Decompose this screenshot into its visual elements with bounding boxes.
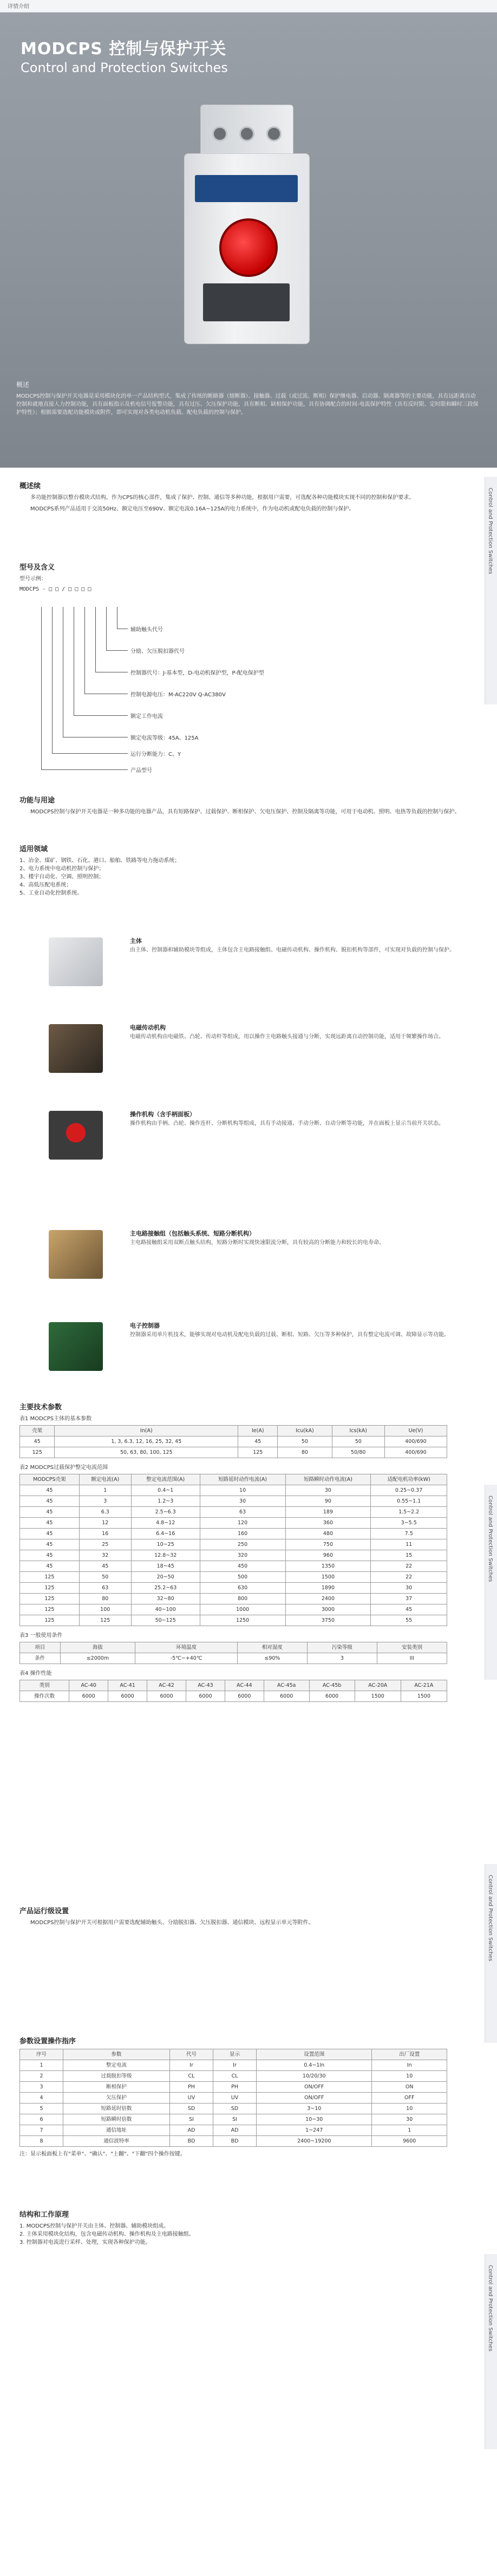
scope-item: 4、高低压配电系统； (19, 882, 72, 888)
feature-name: 电子控制器 (130, 1322, 160, 1329)
table-basic-params: 壳架 In(A) Ie(A) Icu(kA) Ics(kA) Ue(V) 45 1, 3, 6.3, 12, 16, 25, 32, 45 45 50 50 400/690 125 50, 63, 80, 100, 125 125 80 50/80 400/690 (19, 1425, 447, 1458)
table-row: 6 短路瞬时倍数 SI SI 10~30 30 (20, 2114, 447, 2125)
model-item: 分励、欠压脱扣器代号 (130, 649, 185, 655)
table-row: 45 1, 3, 6.3, 12, 16, 25, 32, 45 45 50 50 400/690 (20, 1436, 447, 1447)
ops-heading: 参数设置操作指序 (19, 2037, 76, 2046)
side-label-2: Control and Protection Switches (485, 1485, 497, 1680)
working-item: 2. 主体采用模块化结构，包含电磁传动机构、操作机构及主电路接触组。 (19, 2231, 194, 2237)
table-row: 1 整定电流 Ir Ir 0.4~1In In (20, 2060, 447, 2071)
hero-title (21, 35, 228, 75)
model-diagram (19, 607, 264, 780)
params-section (19, 1403, 463, 1702)
table-row: 45 16 6.4~16 160 480 7.5 (20, 1529, 447, 1539)
feature-text: 由主体、控制器和辅助模块等组成，主体包含主电路接触组、电磁传动机构、操作机构、脱扣机构等部件，可实现对负载的控制与保护。 (130, 947, 455, 953)
overview-heading: 概述 (16, 381, 30, 389)
feature-block (49, 1317, 463, 1393)
feature-image (49, 1230, 103, 1279)
model-heading: 型号及含义 (19, 564, 55, 572)
function-section (19, 797, 463, 819)
accessories-section (19, 1907, 463, 1930)
feature-image (49, 1111, 103, 1160)
ops-note: 注：显示板面板上有"菜单"、"确认"、"上翻"、"下翻"四个操作按键。 (19, 2151, 186, 2157)
feature-image (49, 1024, 103, 1073)
table-row: 125 125 50~125 1250 3750 55 (20, 1615, 447, 1626)
table-row: 7 通信地址 AD AD 1~247 1 (20, 2125, 447, 2136)
model-intro: 型号示例： (19, 576, 47, 582)
feature-block (49, 932, 463, 1008)
side-label-4: Control and Protection Switches (485, 2254, 497, 2449)
table-row: 125 50, 63, 80, 100, 125 125 80 50/80 400/690 (20, 1447, 447, 1458)
table-ops: 序号 参数 代号 显示 设置范围 出厂设置 1 整定电流 Ir Ir 0.4~1In In 2 过载脱扣等级 CL CL 10/20/30 10 3 断相保护 PH PH ON/OFF ON 4 欠压保护 UV UV ON/OFF OFF 5 短路延时倍数 SD SD 3~10 10 6 短路瞬时倍数 SI SI 10~30 30 7 通信地址 AD AD 1~247 1 8 通信波特率 BD BD 2400~19200 9600 (19, 2049, 447, 2147)
model-section (19, 564, 463, 593)
feature-name: 操作机构（含手柄面板） (130, 1111, 195, 1118)
function-text: MODCPS控制与保护开关电器是一种多功能的电器产品，具有短路保护、过载保护、断相保护、欠电压保护、控制及隔离等功能，可用于电动机、照明、电热等负载的控制与保护。 (30, 809, 460, 815)
table-row: 4 欠压保护 UV UV ON/OFF OFF (20, 2093, 447, 2103)
feature-text: 控制器采用单片机技术，能够实现对电动机及配电负载的过载、断相、短路、欠压等多种保护，具有整定电流可调、故障显示等功能。 (130, 1332, 449, 1338)
table-overload: MODCPS壳架 额定电流(A) 整定电流范围(A) 短路延时动作电流(A) 短路瞬时动作电流(A) 适配电机功率(kW) 45 1 0.4~1 10 30 0.25~0.37 45 3 1.2~3 30 90 0.55~1.1 45 6.3 2.5~6.3 63 189 1.5~2.2 45 12 4.8~12 120 360 3~5.5 45 16 6.4~16 160 480 7.5 45 25 10~25 250 750 11 45 32 12.8~32 320 960 15 45 45 18~45 450 1350 22 125 50 20~50 500 1500 22 125 63 25.2~63 630 1890 30 125 80 32~80 800 2400 37 125 100 40~100 1000 3000 45 125 125 50~125 1250 3750 55 (19, 1474, 447, 1626)
scope-item: 3、楼宇自动化、空调、照明控制； (19, 874, 104, 880)
model-item: 产品型号 (130, 768, 152, 774)
model-item: 额定电流等级：45A、125A (130, 735, 199, 741)
overview-text: MODCPS控制与保护开关电器是采用模块化的单一产品结构型式，集成了传统的断路器（熔断器）、接触器、过载（或过流、断相）保护继电器、启动器、隔离器等的主要功能，具有远距离自动控制和就地直接人力控制功能，具有面板指示及机电信号报警功能，具有过压、欠压保护功能，具有断相、缺相保护功能，具有协调配合的时间-电流保护特性（具有反时限、定时限和瞬时三段保护特性）；根据需要选配功能模块或附件，即可实现对各类电动机负载、配电负载的控制与保护。 (16, 393, 479, 416)
table-row: 125 100 40~100 1000 3000 45 (20, 1604, 447, 1615)
scope-item: 1、冶金、煤矿、钢铁、石化、港口、船舶、铁路等电力拖动系统； (19, 858, 180, 864)
accessories-text: MODCPS控制与保护开关可根据用户需要选配辅助触头、分励脱扣器、欠压脱扣器、通信模块、远程显示单元等附件。 (30, 1920, 314, 1926)
model-item: 运行分断能力：C、Y (130, 752, 181, 758)
params-heading: 主要技术参数 (19, 1403, 62, 1412)
table3-caption: 表3 一般使用条件 (19, 1633, 63, 1639)
feature-name: 主电路接触组（包括触头系统、短路分断机构） (130, 1230, 255, 1237)
product-image (179, 105, 314, 348)
table-row: 45 1 0.4~1 10 30 0.25~0.37 (20, 1485, 447, 1496)
model-item: 辅助触头代号 (130, 627, 163, 633)
feature-image (49, 937, 103, 986)
model-code: MODCPS - □ □ / □ □ □ □ (19, 586, 91, 592)
table-row: 8 通信波特率 BD BD 2400~19200 9600 (20, 2136, 447, 2147)
feature-text: 操作机构由手柄、凸轮、操作连杆、分断机构等组成，具有手动接通、手动分断、自动分断等功能，并在面板上显示当前开关状态。 (130, 1121, 444, 1127)
hero-banner (0, 12, 497, 468)
table-row: 5 短路延时倍数 SD SD 3~10 10 (20, 2103, 447, 2114)
table-row: 45 12 4.8~12 120 360 3~5.5 (20, 1518, 447, 1529)
table4-caption: 表4 操作性能 (19, 1671, 52, 1677)
table-row: 45 6.3 2.5~6.3 63 189 1.5~2.2 (20, 1507, 447, 1518)
scope-section (19, 845, 463, 897)
table-row: 45 25 10~25 250 750 11 (20, 1539, 447, 1550)
intro-text-2: MODCPS系列产品适用于交流50Hz、额定电压至690V、额定电流0.16A~125A的电力系统中，作为电动机或配电负载的控制与保护。 (30, 506, 355, 512)
table-row: 3 断相保护 PH PH ON/OFF ON (20, 2082, 447, 2093)
table2-caption: 表2 MODCPS过载保护整定电流范围 (19, 1465, 108, 1471)
working-section (19, 2211, 463, 2247)
table-row: 125 80 32~80 800 2400 37 (20, 1594, 447, 1604)
feature-block (49, 1105, 463, 1214)
side-label-3: Control and Protection Switches (485, 1864, 497, 2043)
function-heading: 功能与用途 (19, 797, 55, 805)
intro-heading: 概述续 (19, 482, 41, 490)
breadcrumb[interactable]: 详情介绍 (8, 4, 29, 10)
table-conditions: 项目 海拔 环境温度 相对湿度 污染等级 安装类别 条件 ≤2000m -5℃~+40℃ ≤90% 3 III (19, 1642, 447, 1664)
model-item: 控制器代号：J-基本型，D-电动机保护型，P-配电保护型 (130, 670, 264, 676)
feature-image (49, 1322, 103, 1371)
model-item: 额定工作电流 (130, 714, 163, 720)
scope-item: 5、工业自动化控制系统。 (19, 890, 83, 896)
intro-section (19, 482, 463, 516)
feature-block (49, 1019, 463, 1095)
table-row: 125 63 25.2~63 630 1890 30 (20, 1583, 447, 1594)
table-row: 45 32 12.8~32 320 960 15 (20, 1550, 447, 1561)
scope-heading: 适用领域 (19, 845, 48, 853)
side-label-1: Control and Protection Switches (485, 477, 497, 704)
table-row: 条件 ≤2000m -5℃~+40℃ ≤90% 3 III (20, 1653, 447, 1664)
table-row: 45 3 1.2~3 30 90 0.55~1.1 (20, 1496, 447, 1507)
table-row: 2 过载脱扣等级 CL CL 10/20/30 10 (20, 2071, 447, 2082)
table1-caption: 表1 MODCPS主体的基本参数 (19, 1416, 92, 1422)
intro-text-1: 多功能控制器以整台模块式结构，作为CPS的核心部件，集成了保护、控制、通信等多种功能，根据用户需要，可选配各种功能模块实现不同的控制和保护要求。 (30, 495, 415, 501)
feature-text: 电磁传动机构由电磁铁、凸轮、传动杆等组成，用以操作主电路触头接通与分断，实现远距离自动控制功能，适用于频繁操作场合。 (130, 1034, 444, 1040)
working-item: 1. MODCPS控制与保护开关由主体、控制器、辅助模块组成。 (19, 2223, 169, 2229)
hero-overview (16, 381, 481, 417)
model-item: 控制电源电压：M-AC220V Q-AC380V (130, 692, 226, 698)
title-en: Control and Protection Switches (21, 60, 228, 75)
scope-item: 2、电力系统中电动机控制与保护； (19, 866, 104, 872)
table-row: 45 45 18~45 450 1350 22 (20, 1561, 447, 1572)
ops-section (19, 2037, 463, 2158)
working-item: 3. 控制器对电流进行采样、处理，实现各种保护功能。 (19, 2240, 151, 2245)
table-row: 125 50 20~50 500 1500 22 (20, 1572, 447, 1583)
feature-name: 主体 (130, 937, 142, 944)
working-heading: 结构和工作原理 (19, 2211, 69, 2219)
feature-text: 主电路接触组采用双断点触头结构，短路分断时实现快速限流分断，具有较高的分断能力和较长的电寿命。 (130, 1240, 384, 1246)
top-bar (0, 0, 497, 12)
accessories-heading: 产品运行级设置 (19, 1907, 69, 1915)
table-row: 操作次数 6000 6000 6000 6000 6000 6000 6000 1500 1500 (20, 1691, 447, 1702)
title-cn: MODCPS 控制与保护开关 (21, 40, 227, 59)
feature-block (49, 1225, 463, 1306)
table-operation: 类别 AC-40 AC-41 AC-42 AC-43 AC-44 AC-45a AC-45b AC-20A AC-21A 操作次数 6000 6000 6000 6000 6000 6000 6000 1500 1500 (19, 1680, 447, 1702)
feature-name: 电磁传动机构 (130, 1024, 166, 1031)
